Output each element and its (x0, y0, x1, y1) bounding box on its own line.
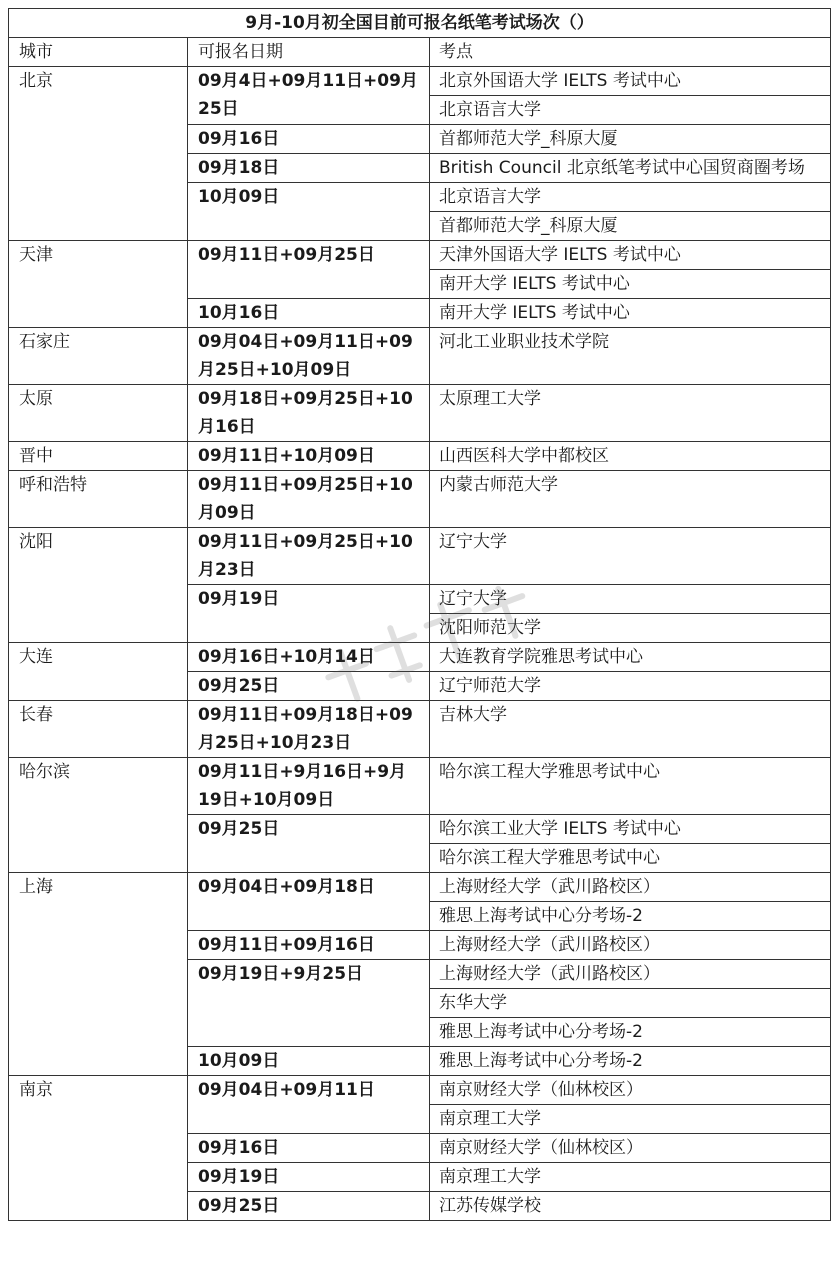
venue-cell: 首都师范大学_科原大厦 (430, 212, 831, 241)
date-cell: 09月25日 (188, 815, 430, 873)
date-cell: 09月11日+09月18日+09月25日+10月23日 (188, 701, 430, 758)
date-cell: 09月04日+09月18日 (188, 873, 430, 931)
city-cell: 北京 (9, 67, 188, 241)
venue-cell: 南京理工大学 (430, 1105, 831, 1134)
venue-cell: 雅思上海考试中心分考场-2 (430, 902, 831, 931)
table-header-row (9, 38, 831, 67)
date-cell: 09月11日+10月09日 (188, 442, 430, 471)
venue-cell: 首都师范大学_科原大厦 (430, 125, 831, 154)
city-cell: 晋中 (9, 442, 188, 471)
date-cell: 09月11日+09月25日 (188, 241, 430, 299)
date-cell: 09月18日 (188, 154, 430, 183)
table-title: 9月-10月初全国目前可报名纸笔考试场次（） (9, 9, 831, 38)
venue-cell: 大连教育学院雅思考试中心 (430, 643, 831, 672)
venue-cell: 吉林大学 (430, 701, 831, 758)
city-cell: 大连 (9, 643, 188, 701)
table-row (9, 873, 831, 902)
table-row (9, 385, 831, 442)
venue-cell: 内蒙古师范大学 (430, 471, 831, 528)
city-cell: 哈尔滨 (9, 758, 188, 873)
venue-cell: 北京语言大学 (430, 183, 831, 212)
venue-cell: 沈阳师范大学 (430, 614, 831, 643)
date-cell: 09月04日+09月11日 (188, 1076, 430, 1134)
venue-cell: 辽宁师范大学 (430, 672, 831, 701)
venue-cell: 哈尔滨工业大学 IELTS 考试中心 (430, 815, 831, 844)
city-cell: 南京 (9, 1076, 188, 1221)
venue-cell: 东华大学 (430, 989, 831, 1018)
venue-cell: 江苏传媒学校 (430, 1192, 831, 1221)
date-cell: 10月16日 (188, 299, 430, 328)
date-cell: 09月16日+10月14日 (188, 643, 430, 672)
venue-cell: 哈尔滨工程大学雅思考试中心 (430, 844, 831, 873)
venue-cell: 雅思上海考试中心分考场-2 (430, 1018, 831, 1047)
date-cell: 09月16日 (188, 125, 430, 154)
date-cell: 09月25日 (188, 1192, 430, 1221)
venue-cell: 上海财经大学（武川路校区） (430, 960, 831, 989)
table-row (9, 328, 831, 385)
city-cell: 呼和浩特 (9, 471, 188, 528)
date-cell: 09月4日+09月11日+09月25日 (188, 67, 430, 125)
table-body (9, 67, 831, 1221)
venue-cell: 南京理工大学 (430, 1163, 831, 1192)
venue-cell: 太原理工大学 (430, 385, 831, 442)
table-row (9, 758, 831, 815)
date-cell: 09月11日+09月25日+10月23日 (188, 528, 430, 585)
table-row (9, 1076, 831, 1105)
table-row (9, 241, 831, 270)
city-cell: 石家庄 (9, 328, 188, 385)
date-cell: 10月09日 (188, 183, 430, 241)
date-cell: 09月11日+09月16日 (188, 931, 430, 960)
table-row (9, 643, 831, 672)
venue-cell: 辽宁大学 (430, 585, 831, 614)
venue-cell: 上海财经大学（武川路校区） (430, 873, 831, 902)
table-row (9, 471, 831, 528)
date-cell: 09月04日+09月11日+09月25日+10月09日 (188, 328, 430, 385)
venue-cell: 哈尔滨工程大学雅思考试中心 (430, 758, 831, 815)
header-city: 城市 (9, 38, 188, 67)
header-venue: 考点 (430, 38, 831, 67)
table-row (9, 442, 831, 471)
venue-cell: British Council 北京纸笔考试中心国贸商圈考场 (430, 154, 831, 183)
date-cell: 09月25日 (188, 672, 430, 701)
city-cell: 天津 (9, 241, 188, 328)
date-cell: 09月19日 (188, 585, 430, 643)
header-date: 可报名日期 (188, 38, 430, 67)
table-row (9, 528, 831, 585)
venue-cell: 南京财经大学（仙林校区） (430, 1134, 831, 1163)
date-cell: 09月11日+9月16日+9月19日+10月09日 (188, 758, 430, 815)
exam-schedule-table (8, 8, 831, 1221)
venue-cell: 南开大学 IELTS 考试中心 (430, 299, 831, 328)
date-cell: 09月19日 (188, 1163, 430, 1192)
venue-cell: 河北工业职业技术学院 (430, 328, 831, 385)
venue-cell: 上海财经大学（武川路校区） (430, 931, 831, 960)
date-cell: 09月19日+9月25日 (188, 960, 430, 1047)
city-cell: 沈阳 (9, 528, 188, 643)
venue-cell: 天津外国语大学 IELTS 考试中心 (430, 241, 831, 270)
date-cell: 09月16日 (188, 1134, 430, 1163)
city-cell: 上海 (9, 873, 188, 1076)
venue-cell: 雅思上海考试中心分考场-2 (430, 1047, 831, 1076)
city-cell: 长春 (9, 701, 188, 758)
date-cell: 09月18日+09月25日+10月16日 (188, 385, 430, 442)
venue-cell: 南京财经大学（仙林校区） (430, 1076, 831, 1105)
table-row (9, 701, 831, 758)
venue-cell: 辽宁大学 (430, 528, 831, 585)
table-row (9, 67, 831, 96)
table-title-row (9, 9, 831, 38)
venue-cell: 北京语言大学 (430, 96, 831, 125)
date-cell: 10月09日 (188, 1047, 430, 1076)
city-cell: 太原 (9, 385, 188, 442)
venue-cell: 南开大学 IELTS 考试中心 (430, 270, 831, 299)
date-cell: 09月11日+09月25日+10月09日 (188, 471, 430, 528)
venue-cell: 北京外国语大学 IELTS 考试中心 (430, 67, 831, 96)
venue-cell: 山西医科大学中都校区 (430, 442, 831, 471)
